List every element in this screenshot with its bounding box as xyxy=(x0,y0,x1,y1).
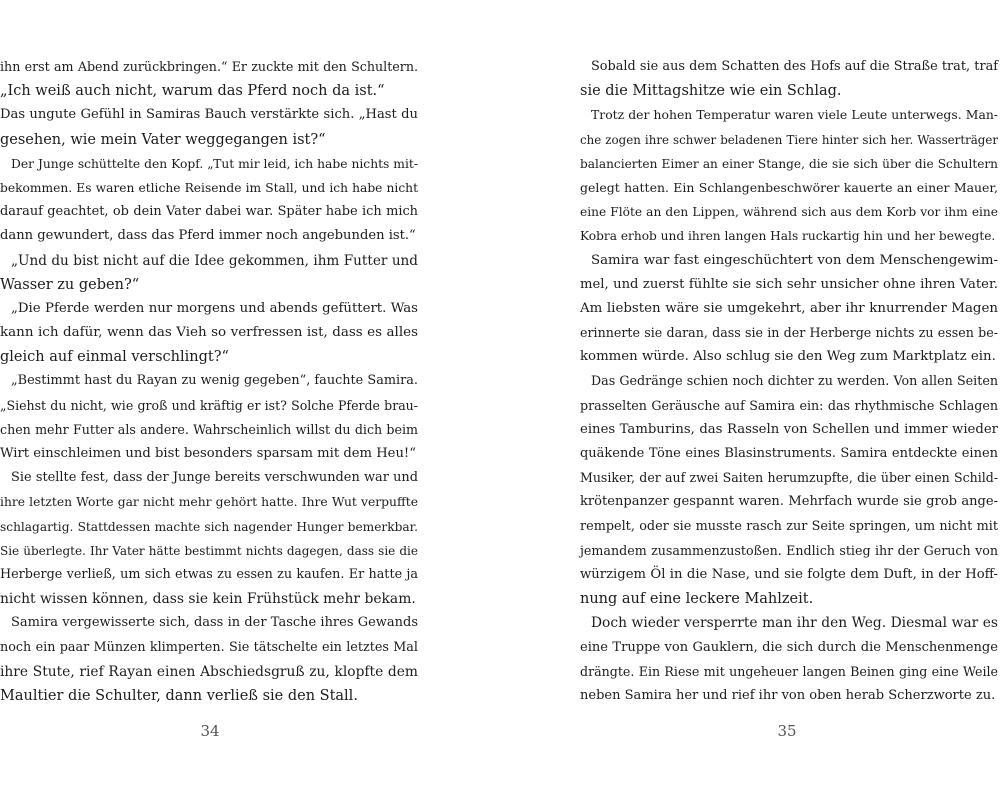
text-line: Herberge verließ, um sich etwas zu essen zu kaufen. Er hatte ja xyxy=(0,566,418,582)
text-line: schlagartig. Stattdessen machte sich nagender Hunger bemerkbar. xyxy=(0,519,418,534)
text-line: drängte. Ein Riese mit ungeheuer langen Beinen ging eine Weile xyxy=(580,663,998,679)
text-line: Doch wieder versperrte man ihr den Weg. Diesmal war es xyxy=(591,615,998,632)
text-line: che zogen ihre schwer beladenen Tiere hinter sich her. Wasserträger xyxy=(580,132,998,147)
text-line: Das Gedränge schien noch dichter zu werden. Von allen Seiten xyxy=(591,373,998,389)
text-line: ihre Stute, rief Rayan einen Abschiedsgruß zu, klopfte dem xyxy=(0,663,418,680)
text-line: Kobra erhob und ihren langen Hals ruckartig hin und her bewegte. xyxy=(580,229,996,244)
text-line: dann gewundert, dass das Pferd immer noch angebunden ist.“ xyxy=(0,228,416,244)
text-line: eine Flöte an den Lippen, während sich aus dem Korb vor ihm eine xyxy=(580,205,998,220)
text-line: Am liebsten wäre sie umgekehrt, aber ihr knurrender Magen xyxy=(580,300,998,316)
text-line: Sobald sie aus dem Schatten des Hofs auf die Straße trat, traf xyxy=(591,59,998,74)
text-line: ihre letzten Worte gar nicht mehr gehört hatte. Ihre Wut verpuffte xyxy=(0,495,418,510)
text-line: „Ich weiß auch nicht, warum das Pferd noch da ist.“ xyxy=(0,83,385,100)
text-line: „Und du bist nicht auf die Idee gekommen, ihm Futter und xyxy=(11,252,418,269)
text-line: balancierten Eimer an einer Stange, die sie sich über die Schultern xyxy=(580,156,998,171)
text-line: „Siehst du nicht, wie groß und kräftig er ist? Solche Pferde brau- xyxy=(0,397,418,413)
text-line: Wirt einschleimen und bist besonders sparsam mit dem Heu!“ xyxy=(0,446,416,461)
text-line: kommen würde. Also schlug sie den Weg zum Marktplatz ein. xyxy=(580,349,996,365)
text-line: chen mehr Futter als andere. Wahrscheinlich willst du dich beim xyxy=(0,421,418,437)
text-line: mel, und zuerst fühlte sie sich sehr unsicher ohne ihren Vater. xyxy=(580,276,998,292)
text-line: „Die Pferde werden nur morgens und abends gefüttert. Was xyxy=(11,300,418,316)
text-line: Musiker, der auf zwei Saiten herumzupfte, die über einen Schild- xyxy=(580,470,998,486)
right-page-text xyxy=(580,55,998,708)
left-page-number: 34 xyxy=(200,722,220,740)
text-line: Samira war fast eingeschüchtert von dem Menschengewim- xyxy=(591,252,998,268)
text-line: prasselten Geräusche auf Samira ein: das rhythmische Schlagen xyxy=(580,397,998,413)
text-line: „Bestimmt hast du Rayan zu wenig gegeben“, fauchte Samira. xyxy=(11,373,418,389)
text-line: eine Truppe von Gauklern, die sich durch die Menschenmenge xyxy=(580,639,998,655)
text-line: nicht wissen können, dass sie kein Frühstück mehr bekam. xyxy=(0,591,416,608)
text-line: jemandem zusammenzustoßen. Endlich stieg ihr der Geruch von xyxy=(580,542,998,558)
text-line: gesehen, wie mein Vater weggegangen ist?“ xyxy=(0,131,326,148)
text-line: sie die Mittagshitze wie ein Schlag. xyxy=(580,83,842,100)
text-line: Trotz der hohen Temperatur waren viele Leute unterwegs. Man- xyxy=(591,107,998,123)
left-page-text xyxy=(0,55,418,708)
text-line: Sie stellte fest, dass der Junge bereits verschwunden war und xyxy=(11,470,418,486)
text-line: Samira vergewisserte sich, dass in der Tasche ihres Gewands xyxy=(11,615,418,631)
text-line: Wasser zu geben?“ xyxy=(0,276,140,293)
text-line: Sie überlegte. Ihr Vater hätte bestimmt nichts dagegen, dass sie die xyxy=(0,543,418,558)
text-line: noch ein paar Münzen klimperten. Sie tätschelte ein letztes Mal xyxy=(0,639,418,655)
text-line: neben Samira her und rief ihr von oben herab Scherzworte zu. xyxy=(580,687,996,703)
text-line: Der Junge schüttelte den Kopf. „Tut mir leid, ich habe nichts mit- xyxy=(11,156,418,171)
text-line: krötenpanzer gespannt waren. Mehrfach wurde sie grob ange- xyxy=(580,494,998,510)
text-line: bekommen. Es waren etliche Reisende im Stall, und ich habe nicht xyxy=(0,180,418,195)
text-line: gelegt hatten. Ein Schlangenbeschwörer kauerte an einer Mauer, xyxy=(580,179,998,195)
text-line: ihn erst am Abend zurückbringen.“ Er zuckte mit den Schultern. xyxy=(0,59,418,74)
text-line: Maultier die Schulter, dann verließ sie den Stall. xyxy=(0,687,358,704)
text-line: Das ungute Gefühl in Samiras Bauch verstärkte sich. „Hast du xyxy=(0,107,418,123)
text-line: darauf geachtet, ob dein Vater dabei war. Später habe ich mich xyxy=(0,204,418,220)
text-line: gleich auf einmal verschlingt?“ xyxy=(0,349,229,366)
text-line: eines Tamburins, das Rasseln von Schellen und immer wieder xyxy=(580,421,998,437)
text-line: erinnerte sie daran, dass sie in der Herberge nichts zu essen be- xyxy=(580,325,998,341)
text-line: nung auf eine leckere Mahlzeit. xyxy=(580,591,814,608)
right-page-number: 35 xyxy=(777,722,797,740)
text-line: kann ich dafür, wenn das Vieh so verfressen ist, dass es alles xyxy=(0,325,418,341)
text-line: würzigem Öl in die Nase, und sie folgte dem Duft, in der Hoff- xyxy=(580,566,998,582)
text-line: rempelt, oder sie musste rasch zur Seite springen, um nicht mit xyxy=(580,518,998,534)
text-line: quäkende Töne eines Blasinstruments. Samira entdeckte einen xyxy=(580,446,998,461)
